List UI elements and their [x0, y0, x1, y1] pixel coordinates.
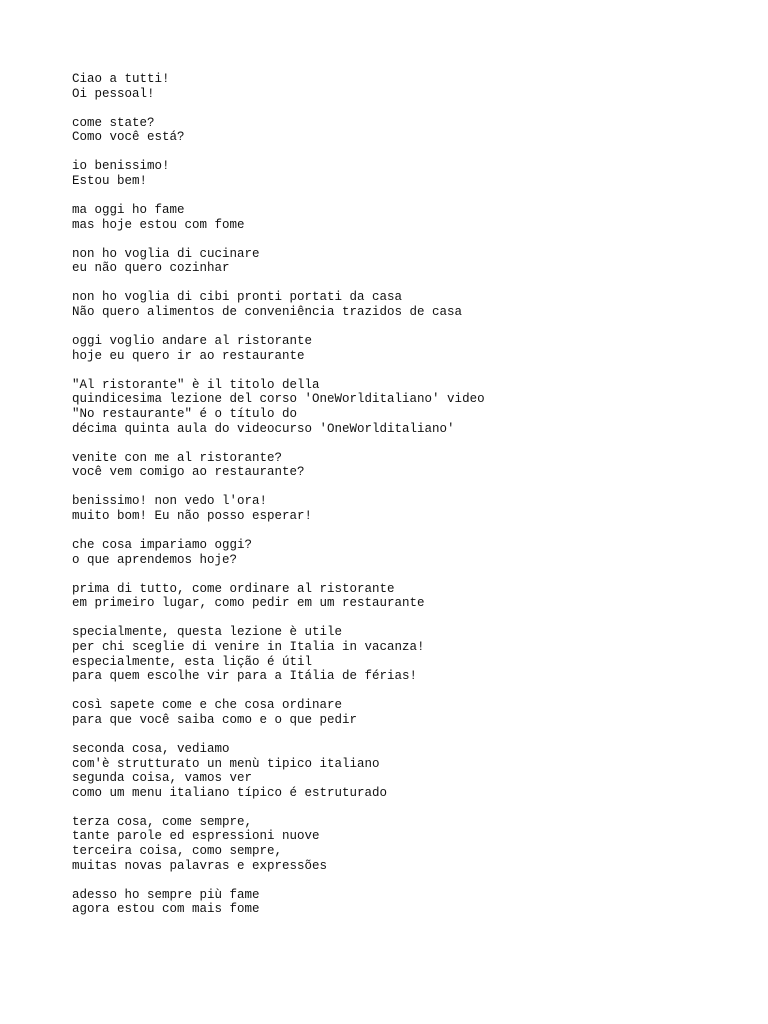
text-line: hoje eu quero ir ao restaurante: [72, 348, 305, 363]
text-paragraph: [72, 290, 732, 319]
text-line: seconda cosa, vediamo: [72, 742, 230, 756]
text-line: Ciao a tutti!: [72, 72, 170, 86]
text-paragraph: [72, 888, 732, 917]
text-line: terza cosa, come sempre,: [72, 814, 253, 829]
text-paragraph: [72, 451, 732, 480]
document-page: [72, 72, 732, 931]
text-line: io benissimo!: [72, 159, 170, 174]
text-line: como um menu italiano típico é estruturado: [72, 785, 388, 800]
text-line: você vem comigo ao restaurante?: [72, 465, 305, 480]
text-line: adesso ho sempre più fame: [72, 887, 260, 902]
text-line: oggi voglio andare al ristorante: [72, 334, 313, 349]
text-line: para quem escolhe vir para a Itália de férias!: [72, 669, 418, 684]
text-line: prima di tutto, come ordinare al ristorante: [72, 581, 395, 596]
text-line: especialmente, esta lição é útil: [72, 654, 313, 669]
text-line: agora estou com mais fome: [72, 902, 260, 917]
text-paragraph: [72, 247, 732, 276]
text-line: Oi pessoal!: [72, 86, 155, 101]
text-line: com'è strutturato un menù tipico italiano: [72, 756, 380, 771]
text-line: benissimo! non vedo l'ora!: [72, 494, 268, 509]
text-line: per chi sceglie di venire in Italia in vacanza!: [72, 640, 425, 655]
text-paragraph: [72, 582, 732, 611]
text-paragraph: [72, 698, 732, 727]
text-line: così sapete come e che cosa ordinare: [72, 698, 343, 713]
text-paragraph: [72, 742, 732, 800]
text-line: em primeiro lugar, como pedir em um restaurante: [72, 596, 425, 611]
text-line: para que você saiba como e o que pedir: [72, 712, 358, 727]
text-line: quindicesima lezione del corso 'OneWorlditaliano' video: [72, 392, 485, 407]
text-line: specialmente, questa lezione è utile: [72, 625, 343, 640]
text-line: non ho voglia di cucinare: [72, 246, 260, 261]
text-line: venite con me al ristorante?: [72, 450, 283, 465]
text-line: Como você está?: [72, 130, 185, 145]
text-line: mas hoje estou com fome: [72, 217, 245, 232]
text-paragraph: [72, 334, 732, 363]
text-paragraph: [72, 72, 732, 101]
text-line: muito bom! Eu não posso esperar!: [72, 508, 313, 523]
text-line: "No restaurante" é o título do: [72, 407, 298, 421]
text-line: "Al ristorante" è il titolo della: [72, 377, 320, 392]
text-line: terceira coisa, como sempre,: [72, 844, 283, 859]
text-line: décima quinta aula do videocurso 'OneWorlditaliano': [72, 421, 455, 436]
text-line: tante parole ed espressioni nuove: [72, 829, 320, 844]
text-line: che cosa impariamo oggi?: [72, 538, 253, 553]
text-paragraph: [72, 625, 732, 683]
text-line: ma oggi ho fame: [72, 203, 185, 218]
text-line: Estou bem!: [72, 173, 148, 188]
text-line: Não quero alimentos de conveniência trazidos de casa: [72, 305, 463, 320]
text-line: non ho voglia di cibi pronti portati da casa: [72, 290, 403, 305]
text-line: segunda coisa, vamos ver: [72, 771, 253, 786]
text-paragraph: [72, 203, 732, 232]
text-paragraph: [72, 538, 732, 567]
text-line: muitas novas palavras e expressões: [72, 858, 328, 873]
text-line: come state?: [72, 115, 155, 130]
text-line: o que aprendemos hoje?: [72, 552, 238, 567]
text-paragraph: [72, 378, 732, 436]
text-paragraph: [72, 494, 732, 523]
text-line: eu não quero cozinhar: [72, 261, 230, 276]
text-paragraph: [72, 159, 732, 188]
text-paragraph: [72, 815, 732, 873]
text-paragraph: [72, 116, 732, 145]
